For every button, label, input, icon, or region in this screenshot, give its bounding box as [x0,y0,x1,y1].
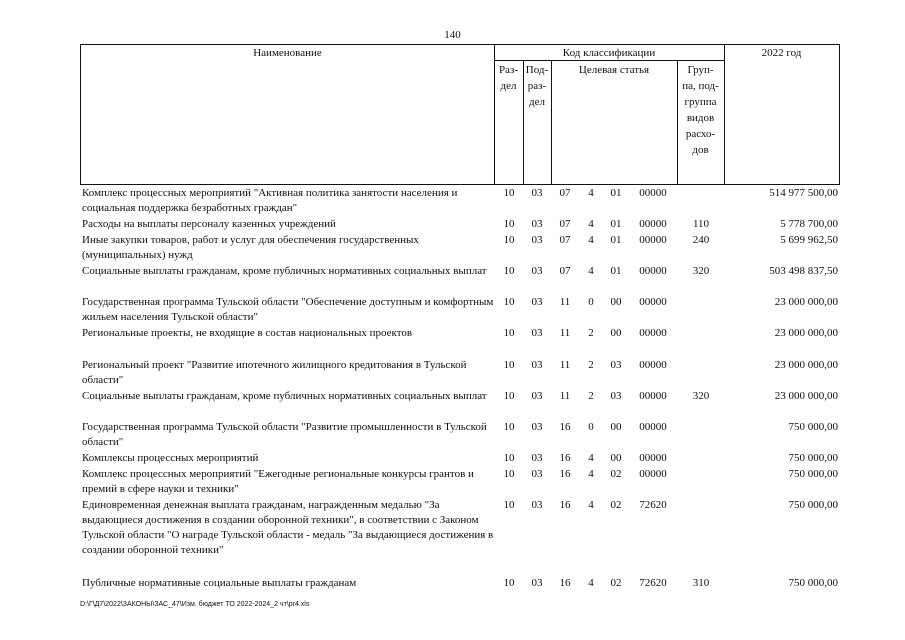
row-razdel: 10 [503,296,515,308]
row-program: 11 [559,359,571,371]
col-divider [724,45,725,184]
row-direction: 72620 [639,577,667,589]
row-amount: 5 778 700,00 [780,218,838,230]
row-subprogram: 4 [588,265,594,277]
row-event: 00 [610,296,622,308]
row-expense-type: 320 [692,390,710,402]
row-event: 01 [610,265,622,277]
row-program: 11 [559,327,571,339]
row-subprogram: 2 [588,327,594,339]
header-group: Груп- па, под- группа видов расхо- дов [682,64,719,156]
col-divider [551,60,552,184]
row-name: Публичные нормативные социальные выплаты гражданам [82,577,357,589]
row-podrazdel: 03 [531,421,543,433]
row-subprogram: 0 [588,296,594,308]
row-name: Государственная программа Тульской области "Развитие промышленности в Тульской области" [82,421,487,448]
row-subprogram: 4 [588,234,594,246]
header-year: 2022 год [761,47,802,59]
row-event: 01 [610,187,622,199]
row-razdel: 10 [503,390,515,402]
row-direction: 00000 [639,234,667,246]
row-amount: 750 000,00 [788,468,838,480]
page-number: 140 [444,29,461,41]
row-program: 16 [559,468,571,480]
row-event: 02 [610,577,622,589]
row-subprogram: 4 [588,187,594,199]
row-podrazdel: 03 [531,296,543,308]
row-razdel: 10 [503,468,515,480]
row-name: Государственная программа Тульской области "Обеспечение доступным и комфортным жильем населения Тульской области" [82,296,494,323]
row-name: Расходы на выплаты персоналу казенных учреждений [82,218,336,230]
row-program: 11 [559,390,571,402]
row-amount: 5 699 962,50 [780,234,838,246]
row-direction: 00000 [639,359,667,371]
row-event: 02 [610,499,622,511]
row-amount: 23 000 000,00 [774,359,838,371]
row-direction: 00000 [639,218,667,230]
row-direction: 00000 [639,265,667,277]
row-razdel: 10 [503,359,515,371]
row-razdel: 10 [503,577,515,589]
row-expense-type: 240 [692,234,710,246]
row-direction: 00000 [639,296,667,308]
row-expense-type: 110 [692,218,710,230]
row-program: 07 [559,218,571,230]
row-podrazdel: 03 [531,234,543,246]
row-razdel: 10 [503,265,515,277]
row-subprogram: 4 [588,452,594,464]
row-podrazdel: 03 [531,218,543,230]
row-podrazdel: 03 [531,265,543,277]
row-name: Комплекс процессных мероприятий "Ежегодные региональные конкурсы грантов и премий в сфере науки и техники" [82,468,474,495]
header-razdel: Раз- дел [498,64,518,92]
row-amount: 750 000,00 [788,452,838,464]
row-program: 11 [559,296,571,308]
row-podrazdel: 03 [531,327,543,339]
row-direction: 00000 [639,452,667,464]
header-podrazdel: Под- раз- дел [525,64,549,108]
header-target: Целевая статья [578,64,650,76]
file-path-footer: D:\Г\Д7\2022\ЗАКОНЫ\ЗАС_47\Изм. бюджет ТО 2022-2024_2 чт\pr4.xls [80,601,310,608]
row-subprogram: 2 [588,390,594,402]
row-amount: 23 000 000,00 [774,296,838,308]
row-direction: 00000 [639,390,667,402]
header-name: Наименование [253,47,322,59]
row-event: 00 [610,452,622,464]
row-name: Региональный проект "Развитие ипотечного жилищного кредитования в Тульской области" [82,359,467,386]
row-podrazdel: 03 [531,452,543,464]
row-razdel: 10 [503,327,515,339]
table-header [80,44,840,185]
row-podrazdel: 03 [531,577,543,589]
row-name: Единовременная денежная выплата гражданам, награжденным медалью "За выдающиеся достижения в создании оборонной техники", в соответствии с Законом Тульской области "О награде Тульской области - медаль "За выдающиеся достижения в создании оборонной техники" [82,499,494,556]
row-name: Региональные проекты, не входящие в состав национальных проектов [82,327,413,339]
row-subprogram: 2 [588,359,594,371]
row-amount: 750 000,00 [788,577,838,589]
row-event: 00 [610,327,622,339]
row-razdel: 10 [503,499,515,511]
row-razdel: 10 [503,421,515,433]
row-podrazdel: 03 [531,390,543,402]
row-amount: 503 498 837,50 [769,265,838,277]
row-direction: 00000 [639,468,667,480]
row-amount: 750 000,00 [788,499,838,511]
row-program: 07 [559,265,571,277]
row-podrazdel: 03 [531,359,543,371]
row-direction: 00000 [639,327,667,339]
row-subprogram: 0 [588,421,594,433]
row-program: 07 [559,187,571,199]
row-event: 01 [610,234,622,246]
row-program: 16 [559,499,571,511]
row-expense-type: 310 [692,577,710,589]
row-program: 16 [559,577,571,589]
row-direction: 72620 [639,499,667,511]
row-direction: 00000 [639,421,667,433]
row-subprogram: 4 [588,468,594,480]
row-podrazdel: 03 [531,468,543,480]
row-amount: 750 000,00 [788,421,838,433]
row-subprogram: 4 [588,577,594,589]
row-event: 02 [610,468,622,480]
header-code: Код классификации [562,47,656,59]
row-program: 07 [559,234,571,246]
row-amount: 514 977 500,00 [769,187,838,199]
row-razdel: 10 [503,218,515,230]
row-program: 16 [559,421,571,433]
row-event: 00 [610,421,622,433]
row-razdel: 10 [503,187,515,199]
row-name: Социальные выплаты гражданам, кроме публичных нормативных социальных выплат [82,265,487,277]
row-name: Комплексы процессных мероприятий [82,452,259,464]
row-direction: 00000 [639,187,667,199]
row-podrazdel: 03 [531,187,543,199]
row-name: Социальные выплаты гражданам, кроме публичных нормативных социальных выплат [82,390,487,402]
row-amount: 23 000 000,00 [774,390,838,402]
row-name: Иные закупки товаров, работ и услуг для обеспечения государственных (муниципальных) нужд [82,234,419,261]
row-event: 01 [610,218,622,230]
row-razdel: 10 [503,234,515,246]
row-amount: 23 000 000,00 [774,327,838,339]
row-program: 16 [559,452,571,464]
row-expense-type: 320 [692,265,710,277]
row-name: Комплекс процессных мероприятий "Активная политика занятости населения и социальная поддержка безработных граждан" [82,187,458,214]
row-razdel: 10 [503,452,515,464]
row-podrazdel: 03 [531,499,543,511]
row-event: 03 [610,359,622,371]
row-event: 03 [610,390,622,402]
row-subprogram: 4 [588,499,594,511]
row-subprogram: 4 [588,218,594,230]
